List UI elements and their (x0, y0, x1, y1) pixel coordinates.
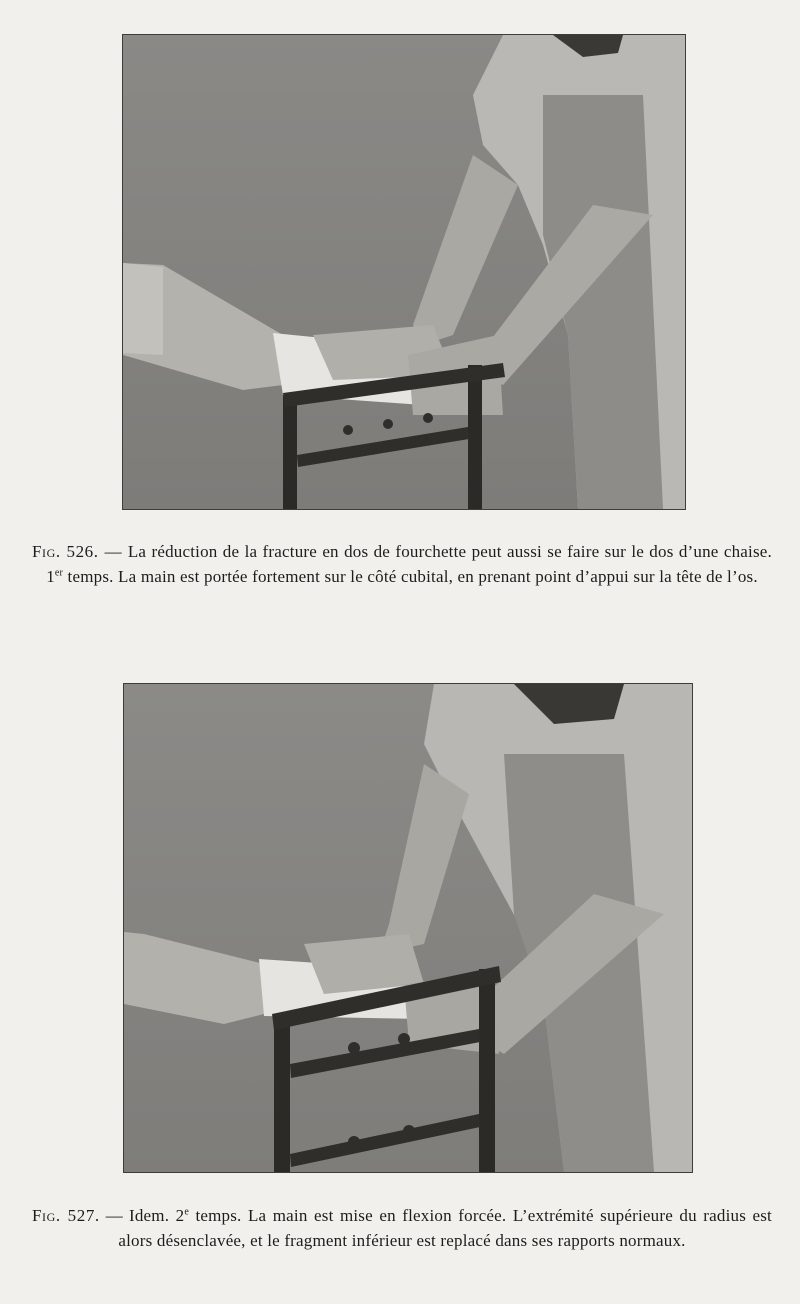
caption-text-start: La réduction de la fracture en dos de fourchette peut aussi se faire sur le dos d’une chaise. (127, 542, 772, 561)
caption-figure-526 (32, 539, 772, 589)
figure-label: Fig. 526. (32, 542, 99, 561)
photo-figure-527 (123, 683, 693, 1173)
ordinal-suffix: e (184, 1206, 189, 1218)
caption-dash: — (105, 1206, 123, 1225)
photo-figure-526-image (123, 35, 685, 509)
caption-figure-527 (32, 1203, 772, 1253)
ordinal-suffix: er (54, 567, 64, 579)
caption-text-end: temps. La main est mise en flexion forcée. L’extrémité supérieure du radius est alors désenclavée, et le fragment inférieur est replacé dans ses rapports normaux. (118, 1206, 772, 1250)
caption-dash: — (104, 542, 122, 561)
photo-figure-527-image (124, 684, 692, 1172)
caption-text-start: Idem. (128, 1206, 176, 1225)
ordinal-number: 1 (46, 567, 55, 586)
caption-text-end: temps. La main est portée fortement sur le côté cubital, en prenant point d’appui sur la tête de l’os. (63, 567, 758, 586)
figure-label: Fig. 527. (32, 1206, 100, 1225)
photo-figure-526 (122, 34, 686, 510)
ordinal-number: 2 (175, 1206, 185, 1225)
